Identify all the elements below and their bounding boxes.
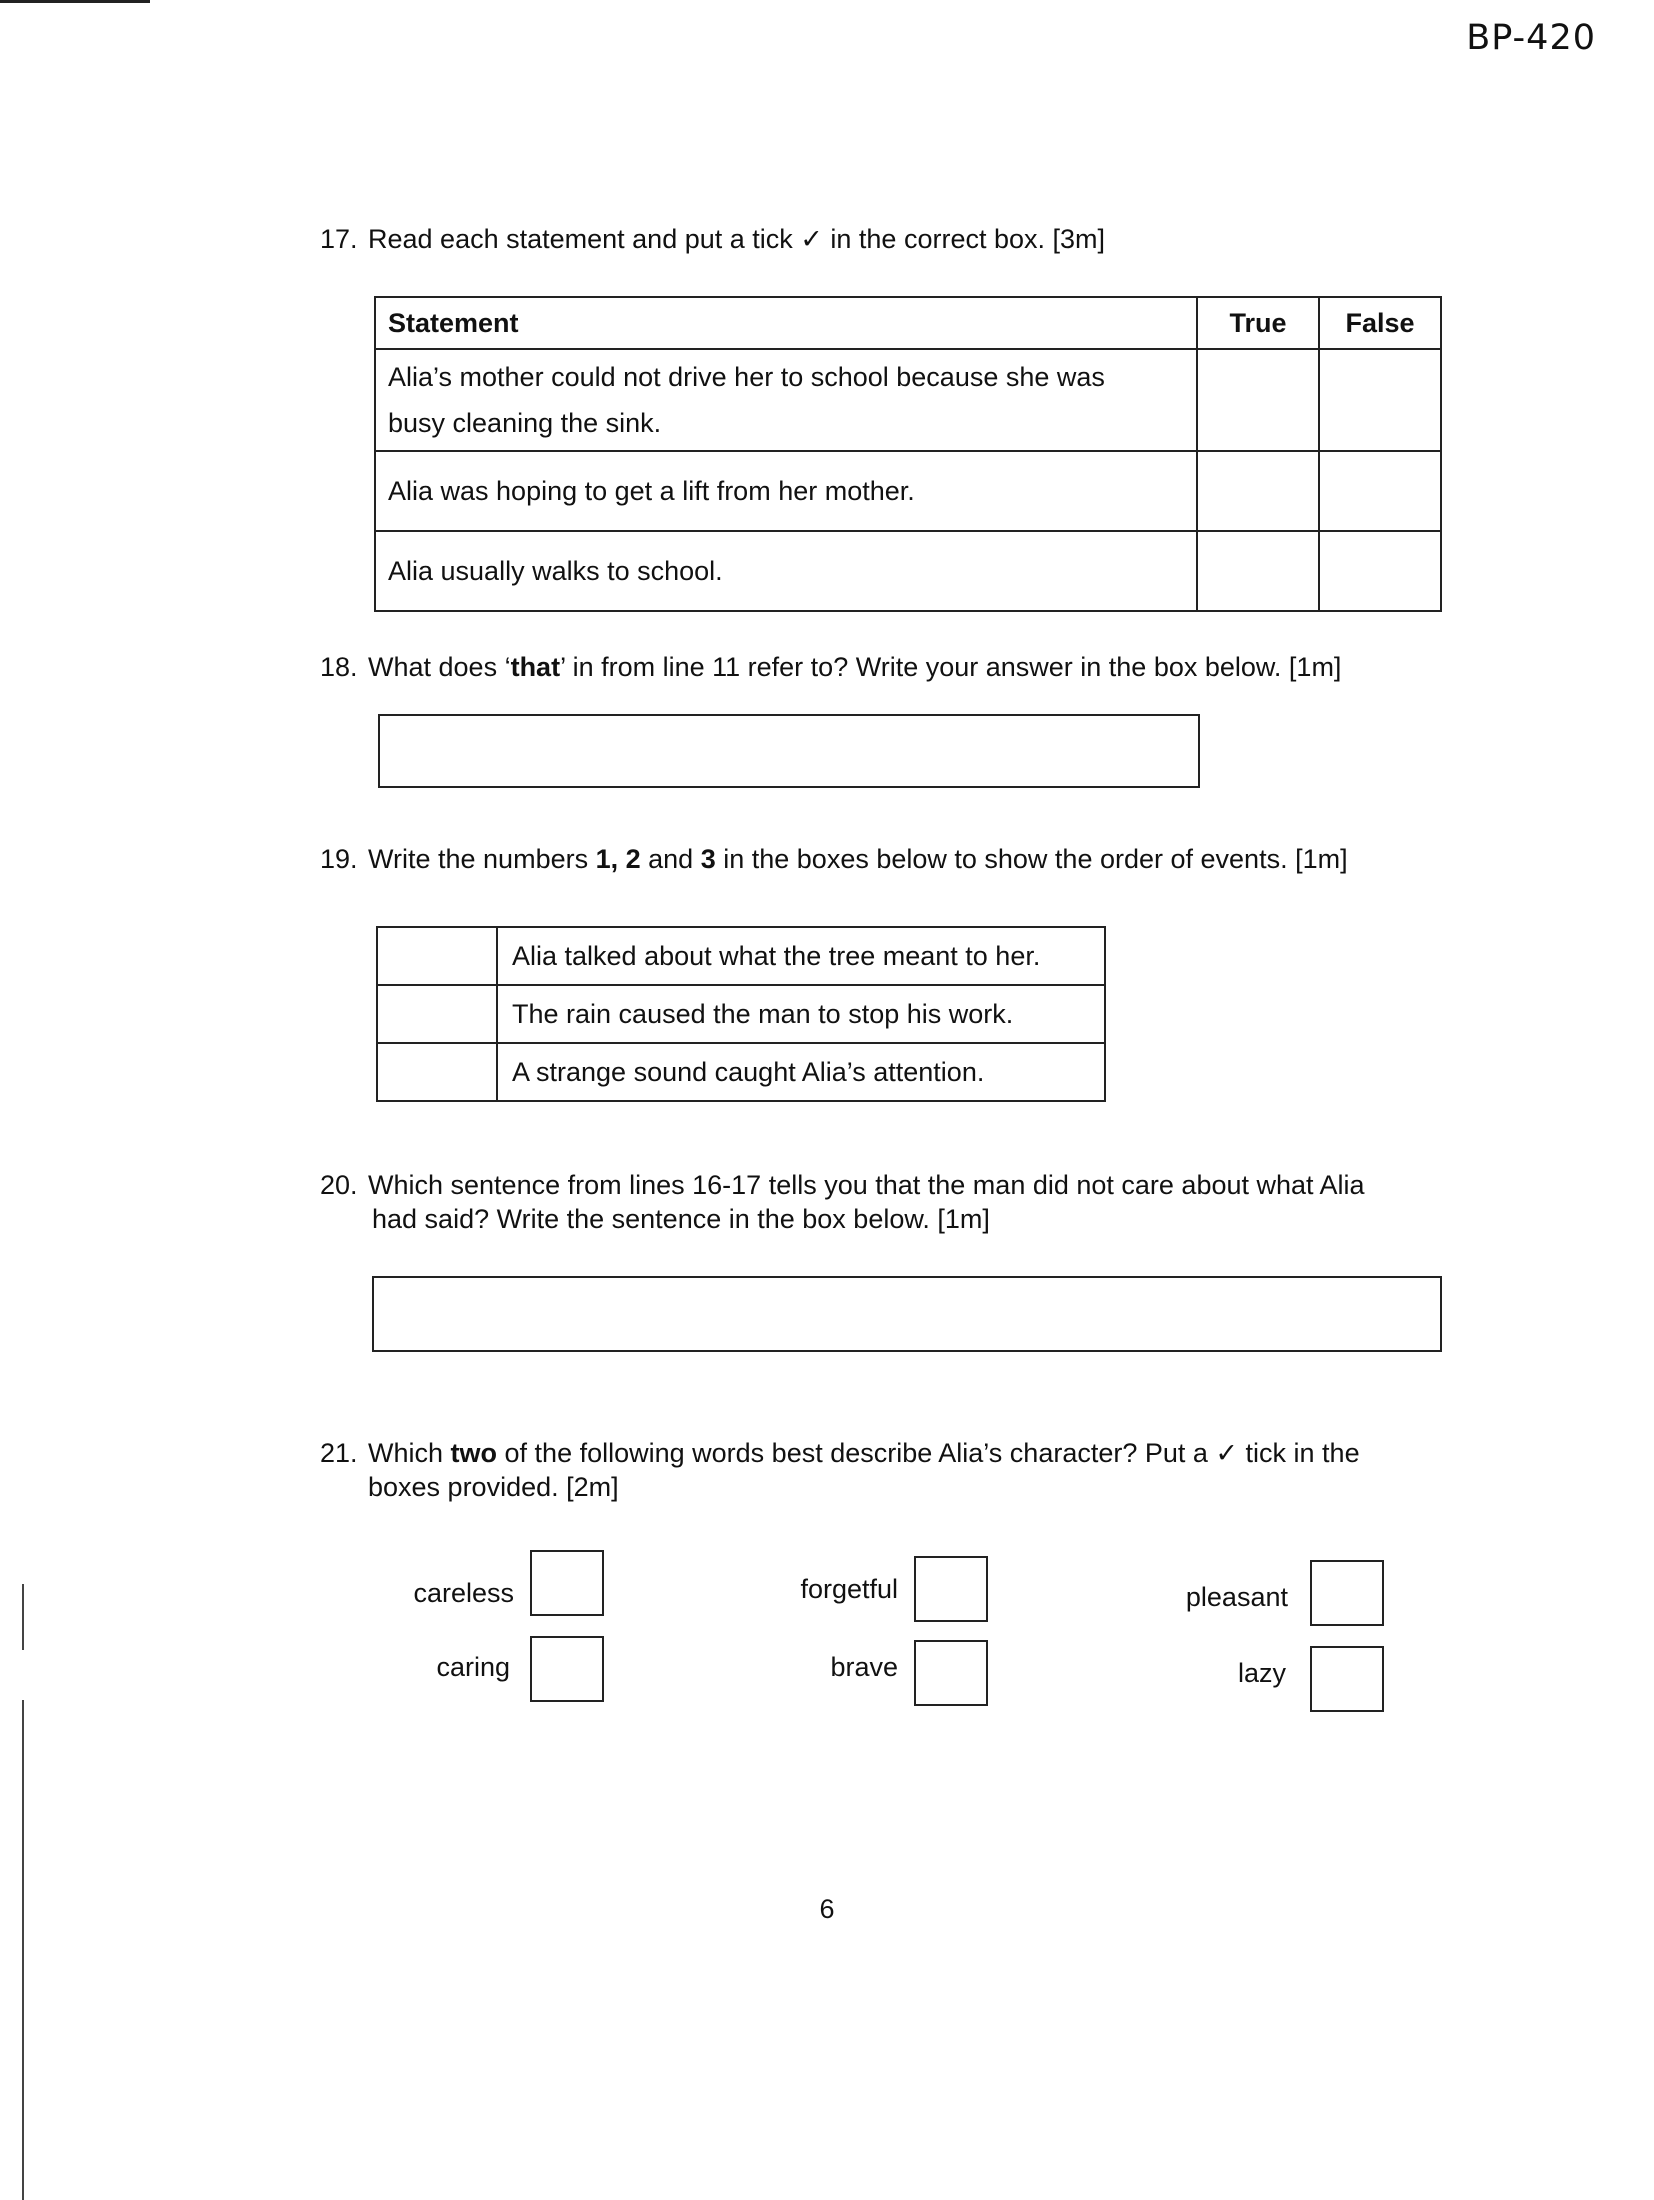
q21-text-a: Which — [368, 1438, 451, 1468]
table-row — [377, 1043, 1105, 1101]
q17-number: 17. — [320, 224, 358, 254]
statement-cell: Alia was hoping to get a lift from her mother. — [375, 451, 1197, 531]
true-tick-box[interactable] — [1197, 451, 1319, 531]
document-code: BP-420 — [1466, 18, 1596, 58]
q18-text-b: ’ in from line 11 refer to? Write your answer in the box below. [1m] — [560, 652, 1342, 682]
q17-text: Read each statement and put a tick ✓ in the correct box. [3m] — [368, 224, 1106, 254]
statement-cell — [375, 349, 1197, 451]
event-cell: Alia talked about what the tree meant to her. — [497, 927, 1105, 985]
q21-number: 21. — [320, 1438, 358, 1468]
q19-bold-a: 1, 2 — [595, 844, 641, 874]
table-row — [377, 985, 1105, 1043]
table-row — [375, 531, 1441, 611]
q21-question — [320, 1440, 1360, 1467]
q19-text-b: and — [640, 844, 701, 874]
statement-line: Alia’s mother could not drive her to school because she was — [388, 362, 1105, 392]
q18-question — [320, 654, 1341, 681]
col-true: True — [1197, 297, 1319, 349]
q17-instruction — [320, 226, 1105, 253]
q19-question — [320, 846, 1348, 873]
q17-table — [374, 296, 1442, 612]
scan-edge-line — [22, 1700, 24, 2200]
table-row — [375, 349, 1441, 451]
q20-line2: had said? Write the sentence in the box below. [1m] — [372, 1204, 990, 1234]
q20-answer-box[interactable] — [372, 1276, 1442, 1352]
false-tick-box[interactable] — [1319, 451, 1441, 531]
brave-tick-box[interactable] — [914, 1640, 988, 1706]
statement-cell: Alia usually walks to school. — [375, 531, 1197, 611]
q20-line1: Which sentence from lines 16-17 tells you that the man did not care about what Alia — [368, 1170, 1365, 1200]
q18-answer-box[interactable] — [378, 714, 1200, 788]
careless-tick-box[interactable] — [530, 1550, 604, 1616]
word-label: forgetful — [800, 1574, 898, 1604]
q19-bold-b: 3 — [700, 844, 716, 874]
order-number-box[interactable] — [377, 1043, 497, 1101]
col-false: False — [1319, 297, 1441, 349]
table-row — [377, 927, 1105, 985]
q17-header-row — [375, 297, 1441, 349]
caring-tick-box[interactable] — [530, 1636, 604, 1702]
statement-line: busy cleaning the sink. — [388, 408, 662, 438]
q19-text-a: Write the numbers — [368, 844, 596, 874]
q21-bold-word: two — [450, 1438, 498, 1468]
q19-text-c: in the boxes below to show the order of events. [1m] — [715, 844, 1348, 874]
top-edge-line — [0, 0, 150, 3]
event-cell: The rain caused the man to stop his work. — [497, 985, 1105, 1043]
q21-text-b: of the following words best describe Alia’s character? Put a ✓ tick in the — [497, 1438, 1360, 1468]
q18-text-a: What does ‘ — [368, 652, 511, 682]
table-row — [375, 451, 1441, 531]
true-tick-box[interactable] — [1197, 349, 1319, 451]
word-label: caring — [436, 1652, 510, 1682]
word-label: careless — [413, 1578, 514, 1608]
q18-number: 18. — [320, 652, 358, 682]
q20-number: 20. — [320, 1170, 358, 1200]
q21-line2: boxes provided. [2m] — [368, 1472, 619, 1502]
q20-question — [320, 1172, 1365, 1199]
word-label: brave — [830, 1652, 898, 1682]
order-number-box[interactable] — [377, 985, 497, 1043]
scan-edge-mark — [22, 1584, 24, 1650]
forgetful-tick-box[interactable] — [914, 1556, 988, 1622]
true-tick-box[interactable] — [1197, 531, 1319, 611]
col-statement: Statement — [375, 297, 1197, 349]
word-label: pleasant — [1185, 1582, 1288, 1612]
pleasant-tick-box[interactable] — [1310, 1560, 1384, 1626]
false-tick-box[interactable] — [1319, 531, 1441, 611]
page-number: 6 — [819, 1894, 835, 1924]
event-cell: A strange sound caught Alia’s attention. — [497, 1043, 1105, 1101]
q19-number: 19. — [320, 844, 358, 874]
q19-table — [376, 926, 1106, 1102]
q18-bold-word: that — [510, 652, 561, 682]
false-tick-box[interactable] — [1319, 349, 1441, 451]
lazy-tick-box[interactable] — [1310, 1646, 1384, 1712]
word-label: lazy — [1237, 1658, 1286, 1688]
order-number-box[interactable] — [377, 927, 497, 985]
